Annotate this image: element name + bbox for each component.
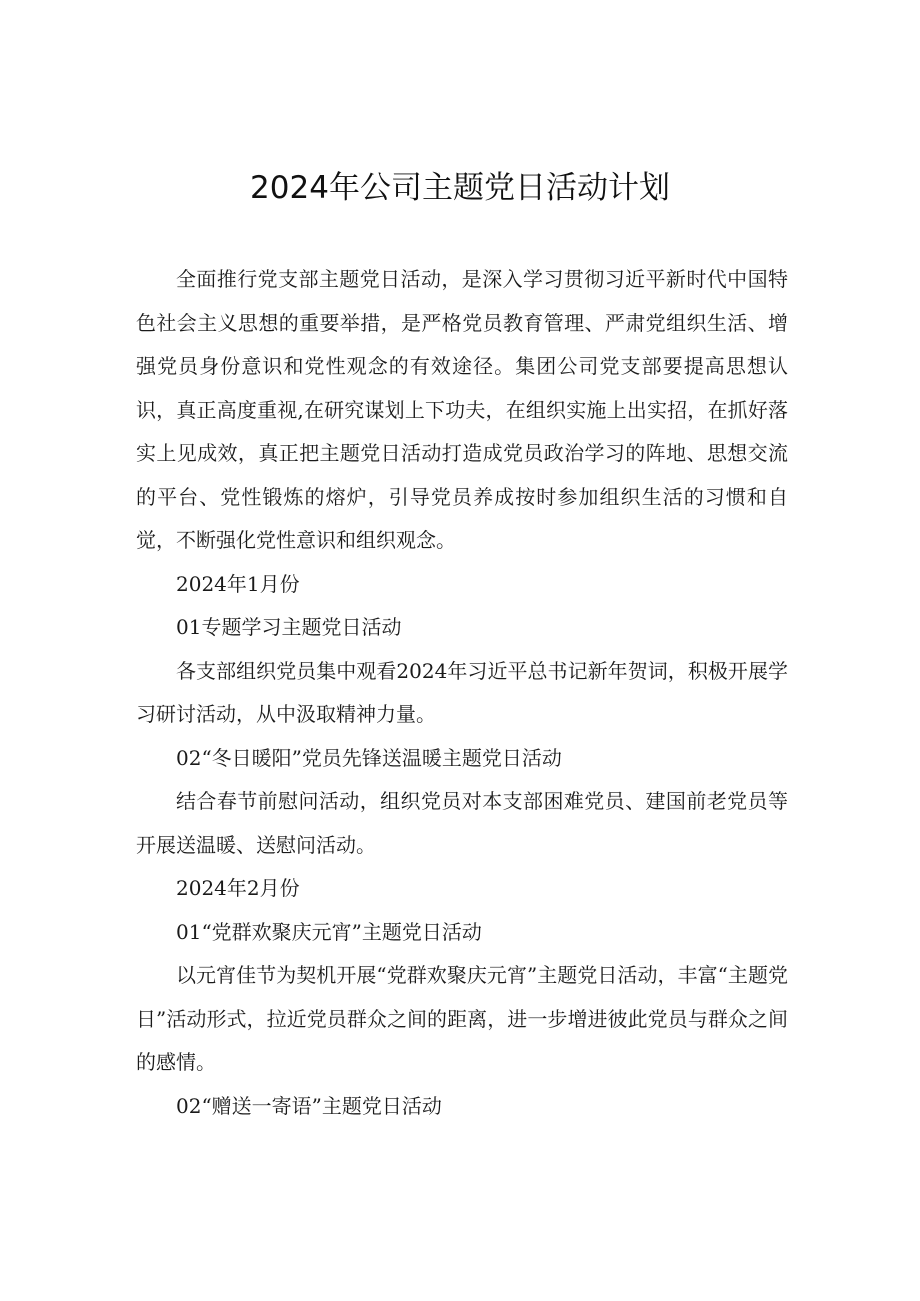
activity-heading-jan-02: 02“冬日暖阳”党员先锋送温暖主题党日活动 bbox=[176, 745, 562, 770]
document-body bbox=[136, 258, 788, 1128]
section-heading-january: 2024年1月份 bbox=[176, 571, 300, 596]
activity-heading-jan-01: 01专题学习主题党日活动 bbox=[176, 615, 402, 639]
activity-body-jan-02: 结合春节前慰问活动，组织党员对本支部困难党员、建国前老党员等开展送温暖、送慰问活动。 bbox=[136, 789, 788, 857]
activity-body-feb-01: 以元宵佳节为契机开展“党群欢聚庆元宵”主题党日活动，丰富“主题党日”活动形式，拉近党员群众之间的距离，进一步增进彼此党员与群众之间的感情。 bbox=[136, 963, 788, 1074]
activity-heading-feb-01: 01“党群欢聚庆元宵”主题党日活动 bbox=[176, 919, 482, 944]
section-heading-february: 2024年2月份 bbox=[176, 876, 300, 900]
paragraph-intro: 全面推行党支部主题党日活动，是深入学习贯彻习近平新时代中国特色社会主义思想的重要举措，是严格党员教育管理、严肃党组织生活、增强党员身份意识和党性观念的有效途径。集团公司党支部要提高思想认识，真正高度重视,在研究谋划上下功夫，在组织实施上出实招，在抓好落实上见成效，真正把主题党日活动打造成党员政治学习的阵地、思想交流的平台、党性锻炼的熔炉，引导党员养成按时参加组织生活的习惯和自觉，不断强化党性意识和组织观念。 bbox=[136, 267, 788, 552]
activity-heading-feb-02: 02“赠送一寄语”主题党日活动 bbox=[176, 1093, 442, 1118]
activity-body-jan-01: 各支部组织党员集中观看2024年习近平总书记新年贺词，积极开展学习研讨活动，从中汲取精神力量。 bbox=[136, 658, 788, 726]
document-title: 2024年公司主题党日活动计划 bbox=[250, 170, 670, 206]
